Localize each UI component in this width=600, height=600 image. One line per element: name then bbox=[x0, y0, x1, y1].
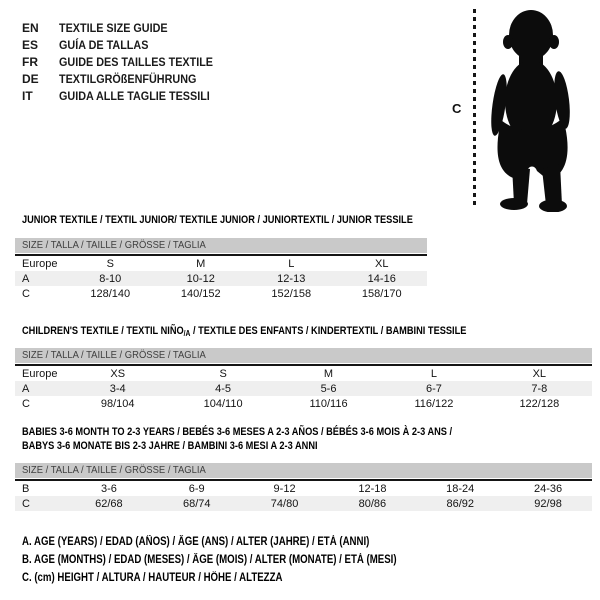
table-cell: 140/152 bbox=[180, 287, 221, 300]
table-row bbox=[15, 366, 592, 381]
babies-table-title: BABIES 3-6 MONTH TO 2-3 YEARS / BEBÉS 3-6 MESES A 2-3 AÑOS / BÉBÉS 3-6 MOIS À 2-3 ANS / BABYS 3-6 MONATE BIS 2-3 JAHRE / BAMBINI 3-6 MESI A 2-3 ANNI bbox=[22, 426, 453, 452]
toddler-silhouette-icon bbox=[486, 8, 580, 212]
children-size-table bbox=[15, 348, 592, 411]
table-cell: 6-9 bbox=[188, 482, 205, 495]
language-row bbox=[22, 36, 230, 53]
dimension-legend bbox=[22, 536, 468, 590]
row-label: B bbox=[22, 482, 30, 495]
language-row bbox=[22, 53, 230, 70]
column-header: XS bbox=[110, 367, 126, 380]
table-cell: 152/158 bbox=[271, 287, 312, 300]
language-code: DE bbox=[22, 71, 39, 86]
table-cell: 9-12 bbox=[273, 482, 296, 495]
language-row bbox=[22, 70, 230, 87]
language-code: EN bbox=[22, 20, 39, 35]
height-dimension-label: C bbox=[452, 101, 462, 116]
row-label: A bbox=[22, 382, 30, 395]
table-cell: 62/68 bbox=[95, 497, 123, 510]
row-label: Europe bbox=[22, 257, 58, 270]
table-row bbox=[15, 496, 592, 511]
legend-line-c: C. (cm) HEIGHT / ALTURA / HAUTEUR / HÖHE / ALTEZZA bbox=[22, 572, 283, 584]
junior-size-table bbox=[15, 238, 427, 301]
size-header-label: SIZE / TALLA / TAILLE / GRÖSSE / TAGLIA bbox=[22, 464, 206, 476]
table-cell: 104/110 bbox=[203, 397, 243, 410]
row-label: C bbox=[22, 397, 30, 410]
language-title: TEXTILGRÖßENFÜHRUNG bbox=[59, 71, 197, 86]
column-header: M bbox=[323, 367, 334, 380]
table-body bbox=[15, 254, 427, 301]
table-cell: 3-6 bbox=[100, 482, 117, 495]
table-cell: 74/80 bbox=[270, 497, 299, 510]
table-cell: 158/170 bbox=[361, 287, 402, 300]
table-row bbox=[15, 271, 427, 286]
table-row bbox=[15, 256, 427, 271]
size-header-bar bbox=[15, 348, 592, 363]
language-title: TEXTILE SIZE GUIDE bbox=[59, 20, 168, 35]
table-cell: 5-6 bbox=[320, 382, 337, 395]
table-cell: 110/116 bbox=[309, 397, 348, 410]
babies-size-table bbox=[15, 463, 592, 511]
language-title: GUIDE DES TAILLES TEXTILE bbox=[59, 54, 214, 69]
table-cell: 10-12 bbox=[186, 272, 215, 285]
column-header: XL bbox=[375, 257, 389, 270]
column-header: S bbox=[219, 367, 227, 380]
table-cell: 3-4 bbox=[109, 382, 126, 395]
column-header: L bbox=[288, 257, 295, 270]
size-header-label: SIZE / TALLA / TAILLE / GRÖSSE / TAGLIA bbox=[22, 239, 206, 251]
table-cell: 12-13 bbox=[277, 272, 306, 285]
table-body bbox=[15, 479, 592, 511]
table-cell: 7-8 bbox=[531, 382, 548, 395]
language-code: FR bbox=[22, 54, 38, 69]
legend-line-b: B. AGE (MONTHS) / EDAD (MESES) / ÂGE (MOIS) / ALTER (MONATE) / ETÀ (MESI) bbox=[22, 554, 397, 566]
language-list bbox=[22, 19, 230, 104]
children-table-title: CHILDREN'S TEXTILE / TEXTIL NIÑO/A / TEXTILE DES ENFANTS / KINDERTEXTIL / BAMBINI TESSILE bbox=[22, 325, 467, 338]
table-cell: 14-16 bbox=[367, 272, 396, 285]
table-row bbox=[15, 481, 592, 496]
table-cell: 116/122 bbox=[414, 397, 454, 410]
table-cell: 98/104 bbox=[100, 397, 135, 410]
column-header: M bbox=[196, 257, 206, 270]
table-cell: 24-36 bbox=[533, 482, 563, 495]
table-cell: 4-5 bbox=[215, 382, 232, 395]
language-row bbox=[22, 87, 230, 104]
table-row bbox=[15, 381, 592, 396]
table-body bbox=[15, 364, 592, 411]
junior-table-title: JUNIOR TEXTILE / TEXTIL JUNIOR/ TEXTILE JUNIOR / JUNIORTEXTIL / JUNIOR TESSILE bbox=[22, 214, 413, 226]
table-cell: 128/140 bbox=[90, 287, 131, 300]
table-cell: 8-10 bbox=[99, 272, 122, 285]
language-row bbox=[22, 19, 230, 36]
row-label: C bbox=[22, 287, 30, 300]
size-header-bar bbox=[15, 238, 427, 253]
column-header: S bbox=[106, 257, 114, 270]
table-cell: 12-18 bbox=[358, 482, 387, 495]
column-header: L bbox=[430, 367, 437, 380]
table-cell: 80/86 bbox=[358, 497, 387, 510]
table-row bbox=[15, 396, 592, 411]
language-title: GUÍA DE TALLAS bbox=[59, 37, 149, 52]
language-code: IT bbox=[22, 88, 33, 103]
size-header-bar bbox=[15, 463, 592, 478]
row-label: C bbox=[22, 497, 30, 510]
language-code: ES bbox=[22, 37, 39, 52]
height-measure-line bbox=[473, 9, 476, 207]
size-header-label: SIZE / TALLA / TAILLE / GRÖSSE / TAGLIA bbox=[22, 349, 206, 361]
table-cell: 92/98 bbox=[534, 497, 562, 510]
table-cell: 86/92 bbox=[446, 497, 474, 510]
table-row bbox=[15, 286, 427, 301]
table-cell: 68/74 bbox=[182, 497, 211, 510]
column-header: XL bbox=[532, 367, 547, 380]
row-label: A bbox=[22, 272, 30, 285]
legend-line-a: A. AGE (YEARS) / EDAD (AÑOS) / ÂGE (ANS) / ALTER (JAHRE) / ETÀ (ANNI) bbox=[22, 536, 370, 548]
row-label: Europe bbox=[22, 367, 58, 380]
table-cell: 6-7 bbox=[425, 382, 442, 395]
table-cell: 18-24 bbox=[446, 482, 475, 495]
language-title: GUIDA ALLE TAGLIE TESSILI bbox=[59, 88, 210, 103]
table-cell: 122/128 bbox=[519, 397, 560, 410]
